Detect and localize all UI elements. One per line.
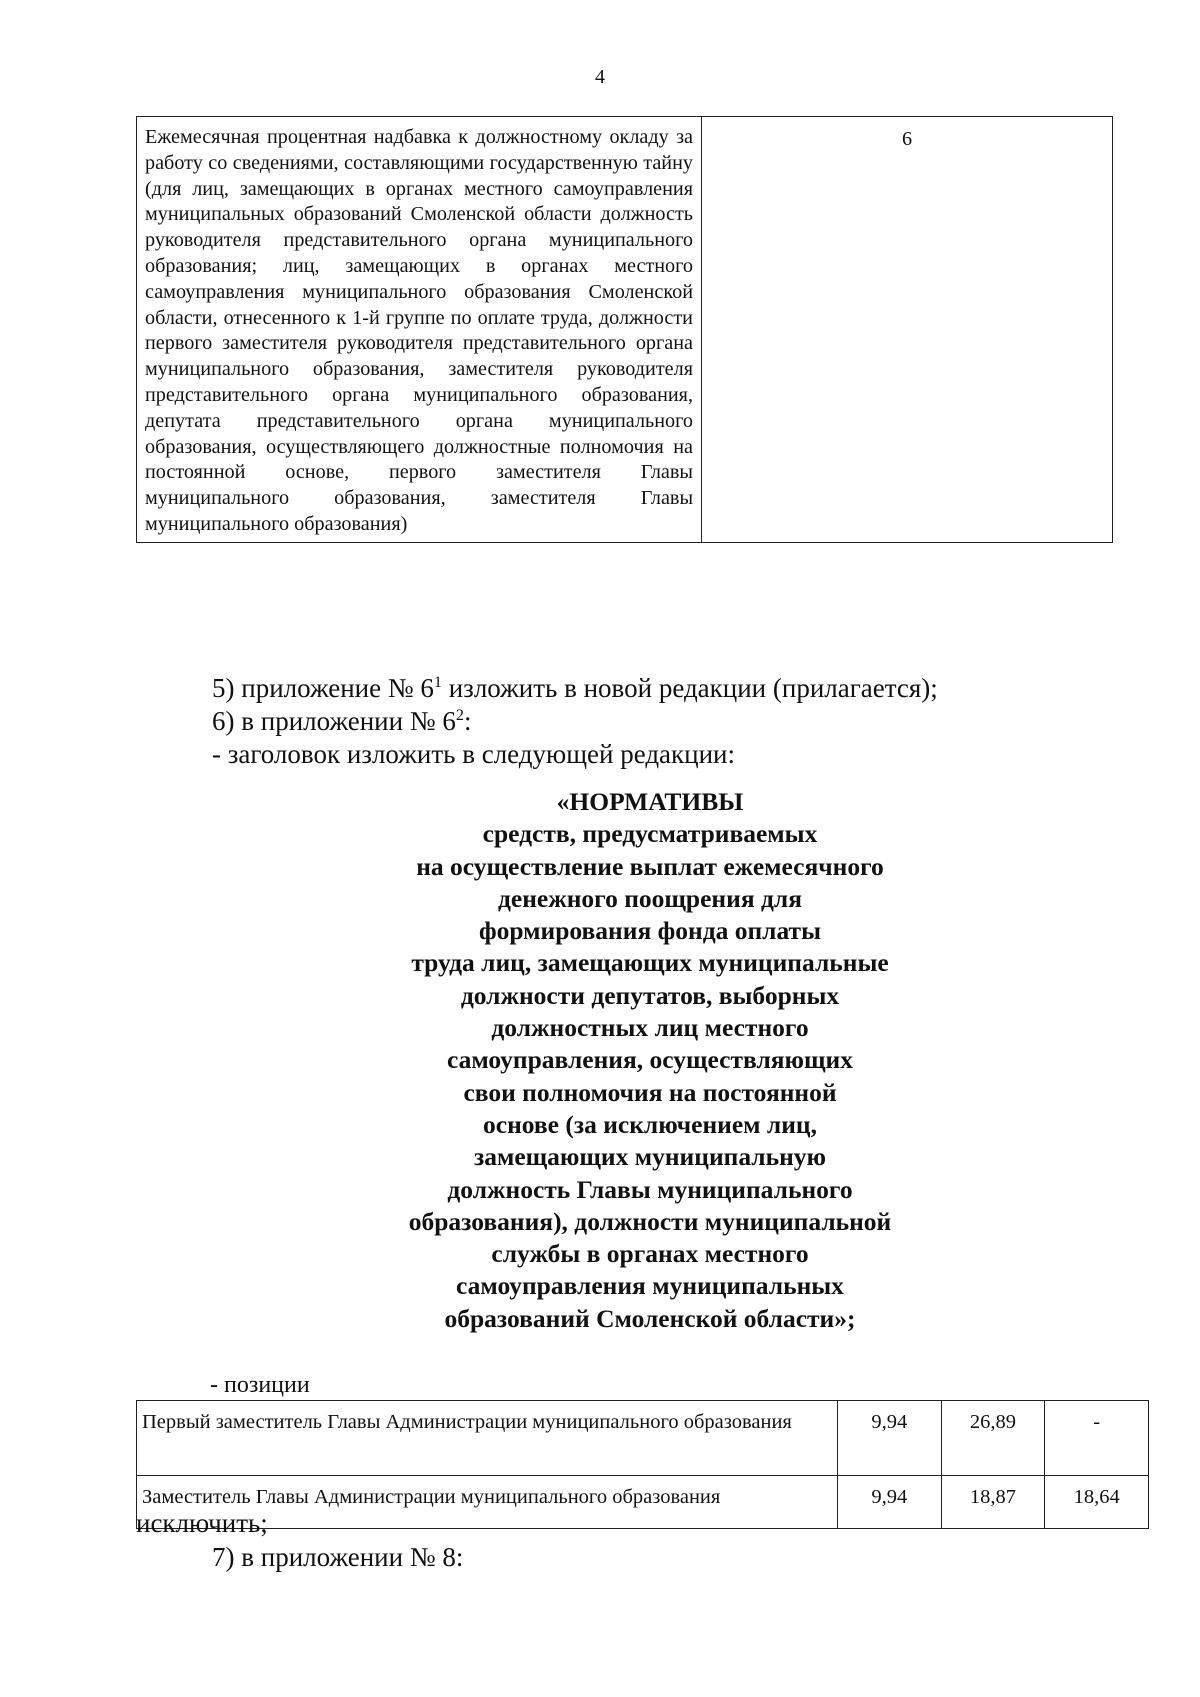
heading-line: «НОРМАТИВЫ: [556, 787, 744, 816]
heading-line: труда лиц, замещающих муниципальные: [411, 948, 889, 978]
heading-instruction: - заголовок изложить в следующей редакции:: [212, 739, 736, 769]
description-line: органа муниципального образования, заместителя: [145, 332, 694, 381]
table-row: [137, 117, 1113, 543]
position-value: 18,87: [941, 1476, 1045, 1529]
description-line: Ежемесячная процентная надбавка к должностному: [145, 126, 603, 148]
position-name: Заместитель Главы Администрации муниципального образования: [137, 1476, 838, 1529]
description-line: руководителя представительного органа: [145, 229, 527, 252]
description-line: заместителя Главы муниципального образования,: [145, 461, 693, 510]
normative-heading: [250, 786, 1050, 1335]
page-number: 4: [595, 66, 605, 88]
description-line: муниципального образования; лиц, замещающих в: [145, 229, 693, 277]
heading-line: должности депутатов, выборных: [460, 980, 840, 1010]
table-row: [137, 1401, 1149, 1476]
heading-line: самоуправления муниципальных: [456, 1271, 844, 1301]
table-row: [137, 1476, 1149, 1529]
heading-line: замещающих муниципальную: [473, 1142, 827, 1172]
heading-line: свои полномочия на постоянной: [463, 1077, 837, 1107]
item-7: 7) в приложении № 8:: [212, 1542, 464, 1572]
position-value: -: [1045, 1401, 1149, 1476]
description-line: руководителя представительного органа: [145, 358, 693, 406]
description-line: заместителя руководителя представительного: [222, 332, 626, 355]
item-6: [212, 705, 471, 737]
item-5-text: 5) приложение № 6: [212, 673, 434, 703]
positions-label: - позиции: [210, 1372, 310, 1398]
heading-line: на осуществление выплат ежемесячного: [416, 851, 884, 881]
position-name: Первый заместитель Главы Администрации муниципального образования: [137, 1401, 838, 1476]
description-line: органах местного самоуправления муниципальных: [145, 177, 694, 226]
allowance-table: [136, 116, 1113, 543]
description-line: заместителя Главы муниципального образования): [145, 487, 694, 535]
heading-line: основе (за исключением лиц,: [483, 1109, 817, 1139]
description-line: образования Смоленской области, отнесенного к 1-й: [145, 280, 693, 329]
item-5-text-end: изложить в новой редакции (прилагается);: [441, 673, 938, 703]
item-5-superscript: 1: [433, 673, 442, 691]
heading-line: должностных лиц местного: [491, 1013, 809, 1043]
description-line: образования, осуществляющего должностные: [145, 435, 551, 458]
description-line: образований Смоленской области должность: [293, 203, 693, 226]
description-line: государственную тайну (для лиц, замещающих в: [145, 151, 693, 200]
exclude-text: исключить;: [136, 1508, 268, 1538]
heading-line: образований Смоленской области»;: [444, 1303, 856, 1333]
heading-line: образования), должности муниципальной: [408, 1206, 892, 1236]
item-6-superscript: 2: [455, 706, 464, 724]
allowance-value: 6: [702, 117, 1113, 543]
position-value: 26,89: [941, 1401, 1045, 1476]
heading-line: формирования фонда оплаты: [478, 916, 821, 946]
item-6-text-end: :: [463, 706, 472, 736]
description-line: органах местного самоуправления муниципального: [145, 254, 694, 303]
heading-line: службы в органах местного: [491, 1239, 809, 1269]
description-line: окладу за работу со сведениями, составляющими: [145, 126, 694, 174]
allowance-description: [137, 117, 702, 543]
position-value: 9,94: [838, 1476, 942, 1529]
heading-line: самоуправления, осуществляющих: [446, 1045, 854, 1075]
description-line: группе по оплате труда, должности первого: [145, 306, 693, 355]
heading-line: денежного поощрения для: [497, 883, 802, 913]
description-line: представительного органа муниципального: [256, 409, 693, 432]
description-line: полномочия на постоянной основе, первого: [145, 435, 693, 484]
heading-line: средств, предусматриваемых: [482, 819, 818, 849]
item-6-text: 6) в приложении № 6: [212, 706, 456, 736]
description-line: муниципального образования, депутата: [145, 383, 694, 432]
position-value: 18,64: [1045, 1476, 1149, 1529]
heading-line: должность Главы муниципального: [447, 1174, 853, 1204]
positions-table: [136, 1400, 1149, 1529]
item-5: [212, 672, 938, 704]
position-value: 9,94: [838, 1401, 942, 1476]
